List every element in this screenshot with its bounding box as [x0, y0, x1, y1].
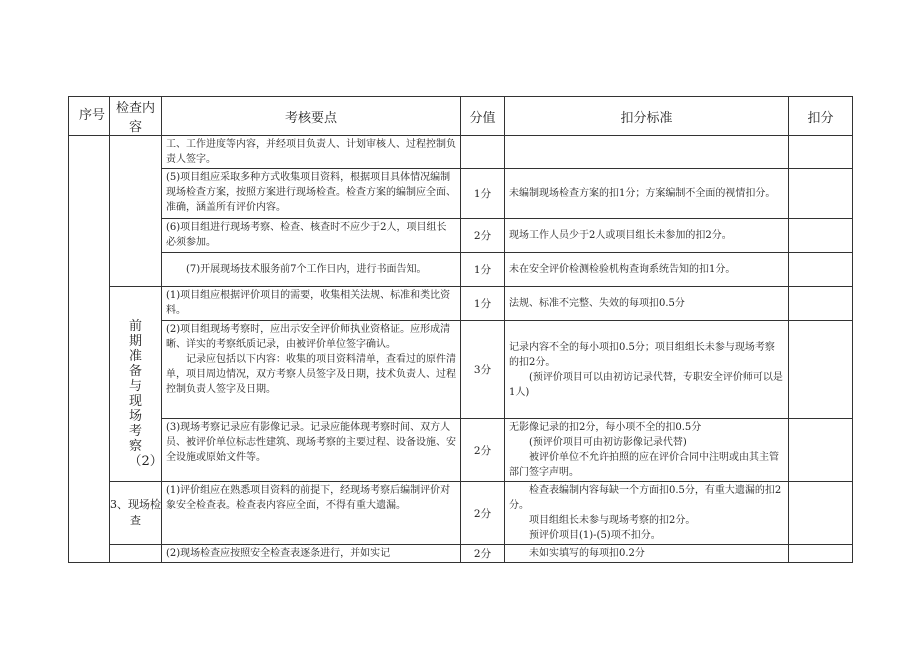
deduction-standard-cell: 法规、标准不完整、失效的每项扣0.5分: [505, 287, 789, 321]
key-point-cell: 工、工作进度等内容，并经项目负责人、计划审核人、过程控制负责人签字。: [162, 136, 461, 169]
deduction-paragraph: 记录内容不全的每小项扣0.5分；项目组组长未参与现场考察的扣2分。: [509, 341, 775, 368]
deduction-cell: [789, 219, 853, 253]
deduction-standard-cell: [505, 419, 789, 482]
deduction-cell: [789, 253, 853, 287]
deduction-cell: [789, 321, 853, 419]
key-point-cell: (1)评价组应在熟悉项目资料的前提下，经现场考察后编制评价对象安全检查表。检查表内容应全面，不得有重大遗漏。: [162, 482, 461, 545]
score-cell: 2分: [461, 482, 505, 545]
score-cell: [461, 136, 505, 169]
header-deduction: 扣分: [789, 97, 853, 136]
deduction-paragraph: 无影像记录的扣2分，每小项不全的扣0.5分: [509, 422, 702, 433]
table-row: [69, 419, 853, 482]
key-point-cell: (6)项目组进行现场考察、检查、核查时不应少于2人，项目组长必须参加。: [162, 219, 461, 253]
score-cell: 3分: [461, 321, 505, 419]
header-seq: 序号: [69, 97, 110, 136]
table-row: [69, 545, 853, 563]
deduction-standard-cell: 现场工作人员少于2人或项目组长未参加的扣2分。: [505, 219, 789, 253]
key-point-cell: (1)项目组应根据评价项目的需要，收集相关法规、标准和类比资料。: [162, 287, 461, 321]
header-score: 分值: [461, 97, 505, 136]
deduction-paragraph: 检查表编制内容每缺一个方面扣0.5分，有重大遗漏的扣2分。: [509, 485, 782, 511]
deduction-standard-cell: 未编制现场检查方案的扣1分；方案编制不全面的视情扣分。: [505, 169, 789, 219]
table-row: [69, 253, 853, 287]
header-key-points: 考核要点: [162, 97, 461, 136]
key-point-cell: (2)现场检查应按照安全检查表逐条进行，并如实记: [162, 545, 461, 563]
table-row: [69, 169, 853, 219]
key-point-cell: [162, 321, 461, 419]
table-row: [69, 321, 853, 419]
deduction-cell: [789, 419, 853, 482]
deduction-paragraph: 预评价项目(1)-(5)项不扣分。: [529, 530, 661, 541]
header-row: [69, 97, 853, 136]
key-point-paragraph: 记录应包括以下内容：收集的项目资料清单，查看过的原件清单，项目周边情况，双方考察人员签字及日期，技术负责人、过程控制负责人签字及日期。: [166, 354, 456, 395]
assessment-table: [68, 96, 853, 563]
key-point-cell: (7)开展现场技术服务前7个工作日内，进行书面告知。: [162, 253, 461, 287]
deduction-paragraph: 被评价单位不允许拍照的应在评价合同中注明或由其主管部门签字声明。: [509, 452, 779, 478]
deduction-cell: [789, 169, 853, 219]
deduction-standard-cell: 未在安全评价检测检验机构查询系统告知的扣1分。: [505, 253, 789, 287]
deduction-standard-cell: 未如实填写的每项扣0.2分: [505, 545, 789, 563]
subcategory-cell-empty: [110, 545, 162, 563]
deduction-cell: [789, 482, 853, 545]
category-label: 前期准备与现场考察（2）: [128, 319, 163, 469]
deduction-paragraph: 项目组组长未参与现场考察的扣2分。: [529, 515, 696, 526]
table-row: [69, 287, 853, 321]
key-point-cell: (3)现场考察记录应有影像记录。记录应能体现考察时间、双方人员、被评价单位标志性建筑、现场考察的主要过程、设备设施、安全设施或原始文件等。: [162, 419, 461, 482]
category-cell: [110, 287, 162, 482]
subcategory-cell: 3、现场检查: [110, 482, 162, 545]
deduction-cell: [789, 287, 853, 321]
score-cell: 2分: [461, 219, 505, 253]
score-cell: 1分: [461, 169, 505, 219]
table-row: [69, 136, 853, 169]
header-deduction-standard: 扣分标准: [505, 97, 789, 136]
score-cell: 2分: [461, 545, 505, 563]
score-cell: 1分: [461, 287, 505, 321]
deduction-standard-cell: [505, 136, 789, 169]
deduction-standard-cell: [505, 321, 789, 419]
header-check-content: 检查内容: [110, 97, 162, 136]
seq-cell: [69, 136, 110, 563]
deduction-cell: [789, 136, 853, 169]
table-row: [69, 219, 853, 253]
assessment-table-sheet: [68, 96, 852, 560]
table-row: [69, 482, 853, 545]
key-point-paragraph: (2)项目组现场考察时，应出示安全评价师执业资格证。应形成清晰、详实的考察纸质记录，由被评价单位签字确认。: [166, 324, 451, 350]
score-cell: 1分: [461, 253, 505, 287]
deduction-cell: [789, 545, 853, 563]
deduction-standard-cell: [505, 482, 789, 545]
score-cell: 2分: [461, 419, 505, 482]
key-point-cell: (5)项目组应采取多种方式收集项目资料，根据项目具体情况编制现场检查方案，按照方案进行现场检查。检查方案的编制应全面、准确，涵盖所有评价内容。: [162, 169, 461, 219]
deduction-paragraph: (预评价项目可以由初访记录代替，专职安全评价师可以是1人): [509, 371, 783, 398]
deduction-paragraph: (预评价项目可由初访影像记录代替): [529, 437, 687, 448]
check-cell-empty: [110, 136, 162, 287]
